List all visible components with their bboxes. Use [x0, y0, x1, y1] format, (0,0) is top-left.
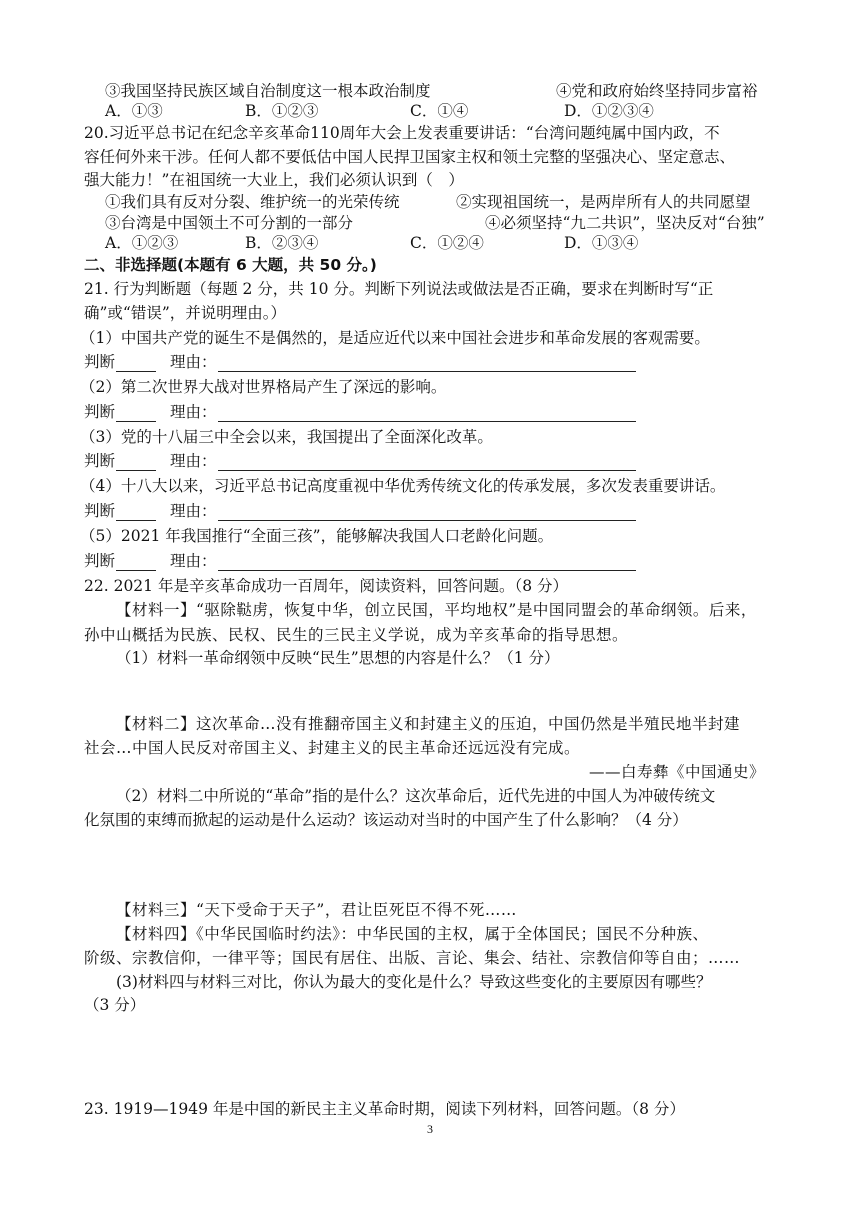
q21-judge-label-5: 判断 [84, 552, 116, 570]
q21-reason-blank-1[interactable] [218, 371, 636, 372]
q21-instruction-line-1: 21. 行为判断题（每题 2 分，共 10 分。判断下列说法或做法是否正确，要求在判断时写“正 [84, 280, 714, 298]
q21-instruction-line-2: 确”或“错误”，并说明理由。） [84, 304, 287, 322]
q23-stem: 23. 1919—1949 年是中国的新民主主义革命时期，阅读下列材料，回答问题。（8 分） [84, 1100, 685, 1118]
q22-material-1-line-2: 孙中山概括为民族、民权、民生的三民主义学说，成为辛亥革命的指导思想。 [84, 626, 629, 644]
q21-statement-3: （3）党的十八届三中全会以来，我国提出了全面深化改革。 [80, 428, 493, 446]
q21-reason-blank-3[interactable] [218, 470, 636, 471]
q21-statement-1: （1）中国共产党的诞生不是偶然的，是适应近代以来中国社会进步和革命发展的客观需要。 [80, 329, 710, 347]
q22-question-2-line-2: 化氛围的束缚而掀起的运动是什么运动？该运动对当时的中国产生了什么影响？（4 分） [84, 811, 688, 829]
q20-option-b: B．②③④ [245, 234, 319, 252]
q21-reason-label-4: 理由： [170, 502, 217, 520]
q22-material-4-line-1: 【材料四】《中华民国临时约法》：中华民国的主权，属于全体国民；国民不分种族、 [116, 925, 709, 943]
q20-option-c: C．①②④ [410, 234, 484, 252]
q21-reason-blank-2[interactable] [218, 421, 636, 422]
q20-stem-line-3: 强大能力！”在祖国统一大业上，我们必须认识到（ ） [84, 171, 464, 189]
q21-judge-label-4: 判断 [84, 502, 116, 520]
q21-judge-blank-4[interactable] [116, 520, 156, 521]
q21-judge-blank-3[interactable] [116, 470, 156, 471]
q22-material-3: 【材料三】“天下受命于天子”，君让臣死臣不得不死…… [116, 901, 517, 919]
q19-item-4: ④党和政府始终坚持同步富裕 [556, 82, 758, 100]
q22-stem: 22. 2021 年是辛亥革命成功一百周年，阅读资料，回答问题。（8 分） [84, 577, 568, 595]
q21-reason-label-1: 理由： [170, 353, 217, 371]
q22-question-1: （1）材料一革命纲领中反映“民生”思想的内容是什么？（1 分） [116, 649, 560, 667]
q21-judge-blank-1[interactable] [116, 371, 156, 372]
q20-item-4: ④必须坚持“九二共识”，坚决反对“台独” [485, 214, 765, 232]
q21-judge-blank-2[interactable] [116, 421, 156, 422]
q20-option-a: A．①②③ [105, 234, 179, 252]
q21-reason-label-2: 理由： [170, 403, 217, 421]
section-2-heading: 二、非选择题(本题有 6 大题，共 50 分。) [84, 256, 377, 274]
q21-judge-label-2: 判断 [84, 403, 116, 421]
q20-option-d: D．①③④ [564, 234, 639, 252]
q19-item-3: ③我国坚持民族区域自治制度这一根本政治制度 [105, 82, 431, 100]
q22-material-2-source: ——白寿彝《中国通史》 [589, 763, 766, 781]
q21-judge-blank-5[interactable] [116, 570, 156, 571]
q22-question-3-line-2: （3 分） [84, 996, 146, 1014]
q22-material-2-line-1: 【材料二】这次革命…没有推翻帝国主义和封建主义的压迫，中国仍然是半殖民地半封建 [116, 715, 741, 733]
q20-item-2: ②实现祖国统一，是两岸所有人的共同愿望 [456, 193, 751, 211]
page-number: 3 [427, 1122, 433, 1136]
q20-stem-line-2: 容任何外来干涉。任何人都不要低估中国人民捍卫国家主权和领土完整的坚强决心、坚定意志、 [84, 148, 736, 166]
q22-question-3-line-1: (3)材料四与材料三对比，你认为最大的变化是什么？导致这些变化的主要原因有哪些？ [116, 973, 712, 991]
q20-item-3: ③台湾是中国领土不可分割的一部分 [105, 214, 354, 232]
q21-reason-blank-5[interactable] [218, 570, 636, 571]
q21-reason-blank-4[interactable] [218, 520, 636, 521]
q21-judge-label-3: 判断 [84, 452, 116, 470]
q21-reason-label-5: 理由： [170, 552, 217, 570]
q19-option-c: C．①④ [410, 102, 469, 120]
q20-item-1: ①我们具有反对分裂、维护统一的光荣传统 [105, 193, 400, 211]
q19-option-b: B．①②③ [245, 102, 319, 120]
q21-judge-label-1: 判断 [84, 353, 116, 371]
q22-material-1-line-1: 【材料一】“驱除鞑虏，恢复中华，创立民国，平均地权”是中国同盟会的革命纲领。后来， [116, 601, 757, 619]
q20-stem-line-1: 20.习近平总书记在纪念辛亥革命110周年大会上发表重要讲话：“台湾问题纯属中国内政，不 [84, 124, 720, 142]
q19-option-d: D．①②③④ [564, 102, 654, 120]
q21-statement-4: （4）十八大以来，习近平总书记高度重视中华优秀传统文化的传承发展，多次发表重要讲话。 [80, 477, 726, 495]
q21-statement-5: （5）2021 年我国推行“全面三孩”，能够解决我国人口老龄化问题。 [80, 527, 554, 545]
q21-statement-2: （2）第二次世界大战对世界格局产生了深远的影响。 [80, 378, 447, 396]
q21-reason-label-3: 理由： [170, 452, 217, 470]
q22-material-4-line-2: 阶级、宗教信仰，一律平等；国民有居住、出版、言论、集会、结社、宗教信仰等自由；…… [84, 949, 741, 967]
q22-question-2-line-1: （2）材料二中所说的“革命”指的是什么？这次革命后，近代先进的中国人为冲破传统文 [116, 787, 716, 805]
q22-material-2-line-2: 社会…中国人民反对帝国主义、封建主义的民主革命还远远没有完成。 [84, 739, 581, 757]
q19-option-a: A．①③ [105, 102, 163, 120]
